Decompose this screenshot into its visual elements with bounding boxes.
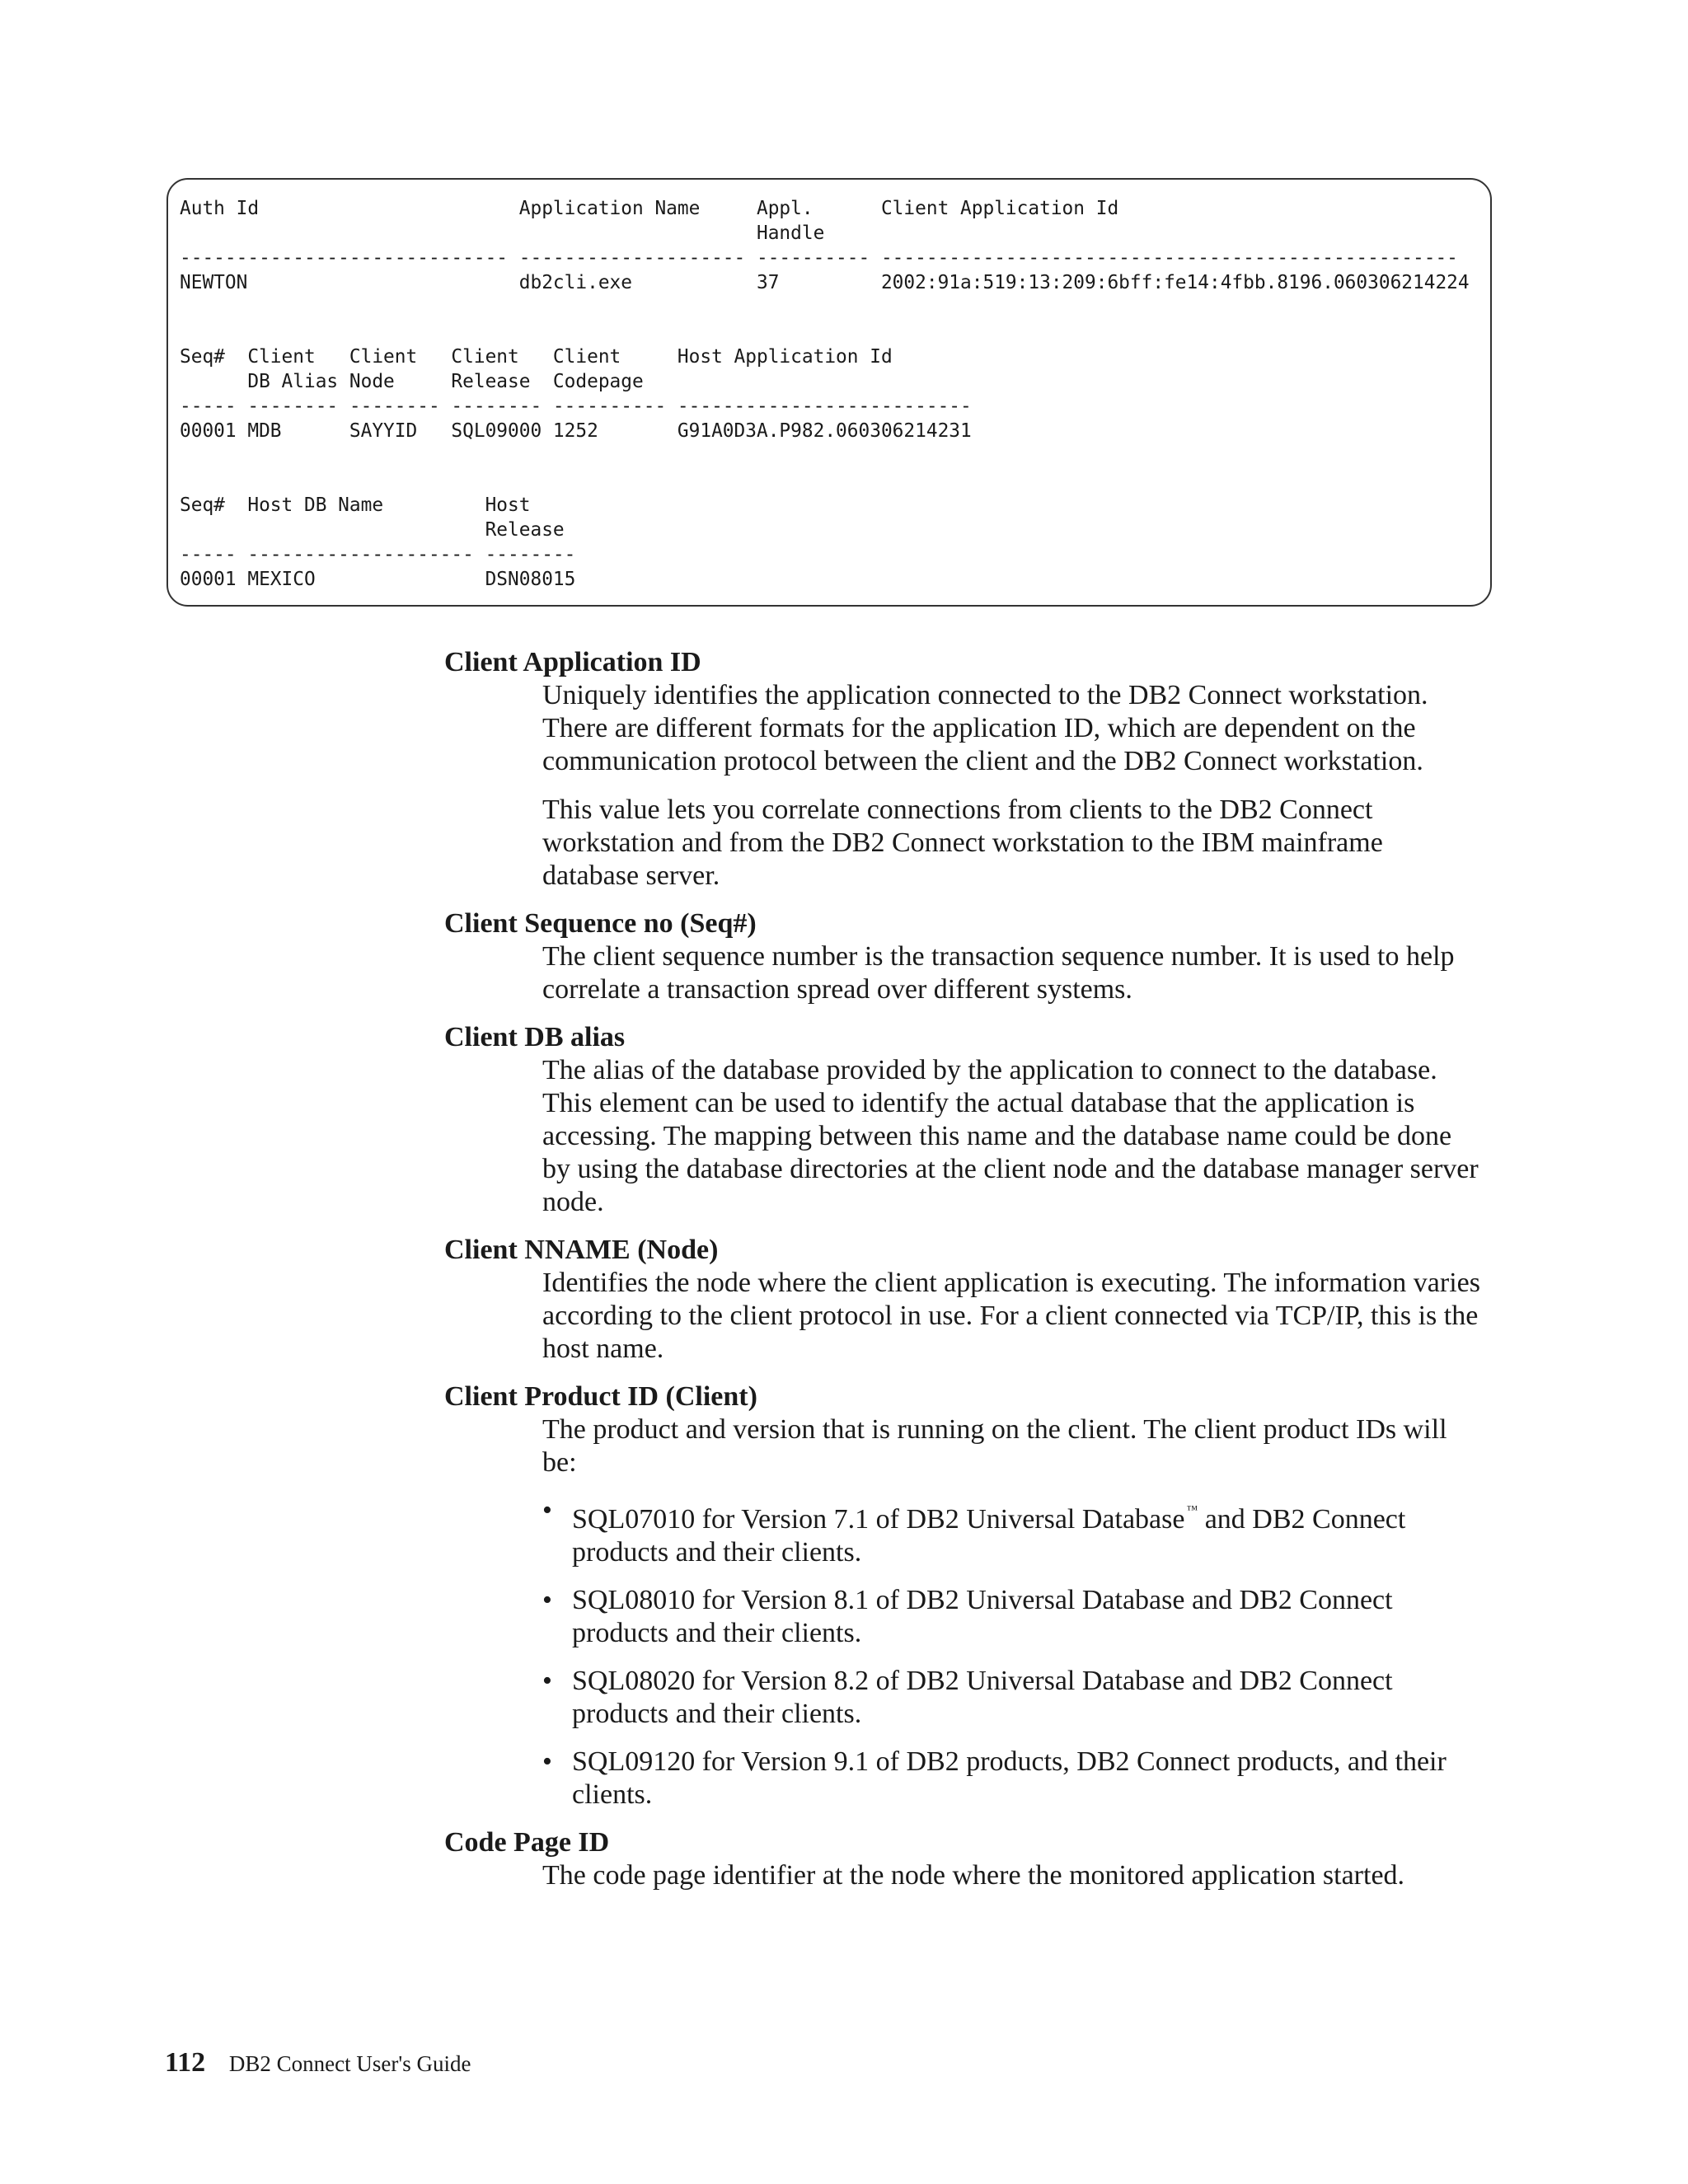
definition-paragraph: The client sequence number is the transaction sequence number. It is used to help correlate a transaction spread over different systems.	[542, 941, 1455, 1005]
term-client-product-id: Client Product ID (Client)	[444, 1381, 757, 1412]
list-item-text: SQL08010 for Version 8.1 of DB2 Universal Database and DB2 Connect products and their clients.	[572, 1585, 1393, 1648]
term-code-page-id: Code Page ID	[444, 1827, 610, 1858]
definition-code-page-id	[542, 1859, 1483, 1892]
page-number: 112	[165, 2047, 206, 2078]
bullet-icon: •	[542, 1746, 552, 1777]
term-client-application-id: Client Application ID	[444, 647, 701, 677]
definition-paragraph: Identifies the node where the client application is executing. The information varies according to the client protocol in use. For a client connected via TCP/IP, this is the host name.	[542, 1268, 1480, 1364]
code-line: NEWTON db2cli.exe 37 2002:91a:519:13:209:6bff:fe14:4fbb.8196.060306214224	[180, 272, 1470, 293]
definition-client-product-id	[542, 1413, 1483, 1811]
definition-list	[444, 646, 1483, 1892]
trademark-symbol: ™	[1186, 1504, 1198, 1516]
definition-client-sequence-no	[542, 940, 1483, 1006]
list-item	[542, 1494, 1483, 1569]
code-line: ----- -------- -------- -------- ---------- --------------------------	[180, 396, 972, 417]
list-item	[542, 1584, 1483, 1650]
term-client-nname: Client NNAME (Node)	[444, 1235, 719, 1265]
list-item	[542, 1746, 1483, 1811]
definition-paragraph: Uniquely identifies the application connected to the DB2 Connect workstation. There are different formats for the application ID, which are dependent on the communication protocol between the client and the DB2 Connect workstation.	[542, 680, 1428, 776]
product-id-list	[542, 1494, 1483, 1811]
code-line: ----------------------------- -------------------- ---------- ---------------------------------------------------	[180, 247, 1458, 269]
bullet-icon: •	[542, 1495, 552, 1526]
definition-client-nname	[542, 1267, 1483, 1366]
term-client-db-alias: Client DB alias	[444, 1022, 626, 1052]
code-line: Auth Id Application Name Appl. Client Application Id	[180, 198, 1119, 219]
code-line: 00001 MDB SAYYID SQL09000 1252 G91A0D3A.P982.060306214231	[180, 420, 972, 442]
term-client-sequence-no: Client Sequence no (Seq#)	[444, 908, 757, 939]
code-line: Seq# Host DB Name Host	[180, 494, 531, 516]
definition-paragraph: The product and version that is running on the client. The client product IDs will be:	[542, 1414, 1447, 1478]
code-line: ----- -------------------- --------	[180, 544, 576, 565]
page-footer	[165, 2046, 471, 2080]
code-line: Release	[180, 519, 565, 541]
book-title: DB2 Connect User's Guide	[228, 2051, 471, 2076]
list-item	[542, 1665, 1483, 1731]
list-item-text-continued: and DB2 Connect products and their clients.	[572, 1504, 1406, 1568]
definition-paragraph: This value lets you correlate connections from clients to the DB2 Connect workstation and from the DB2 Connect workstation to the IBM mainframe database server.	[542, 794, 1383, 891]
definition-client-db-alias	[542, 1054, 1483, 1219]
list-item-text: SQL09120 for Version 9.1 of DB2 products, DB2 Connect products, and their clients.	[572, 1746, 1447, 1810]
list-item-text: SQL08020 for Version 8.2 of DB2 Universal Database and DB2 Connect products and their clients.	[572, 1666, 1393, 1729]
bullet-icon: •	[542, 1666, 552, 1696]
code-listing	[180, 196, 1470, 592]
code-line: DB Alias Node Release Codepage	[180, 371, 644, 392]
list-item-text: SQL07010 for Version 7.1 of DB2 Universal Database	[572, 1504, 1185, 1535]
code-line: 00001 MEXICO DSN08015	[180, 569, 576, 590]
code-line: Seq# Client Client Client Client Host Application Id	[180, 346, 893, 368]
bullet-icon: •	[542, 1585, 552, 1615]
code-line: Handle	[180, 223, 825, 244]
definition-paragraph: The alias of the database provided by the application to connect to the database. This element can be used to identify the actual database that the application is accessing. The mapping between this name and the database name could be done by using the database directories at the client node and the database manager server node.	[542, 1055, 1479, 1217]
definition-client-application-id	[542, 679, 1483, 893]
definition-paragraph: The code page identifier at the node where the monitored application started.	[542, 1860, 1405, 1891]
